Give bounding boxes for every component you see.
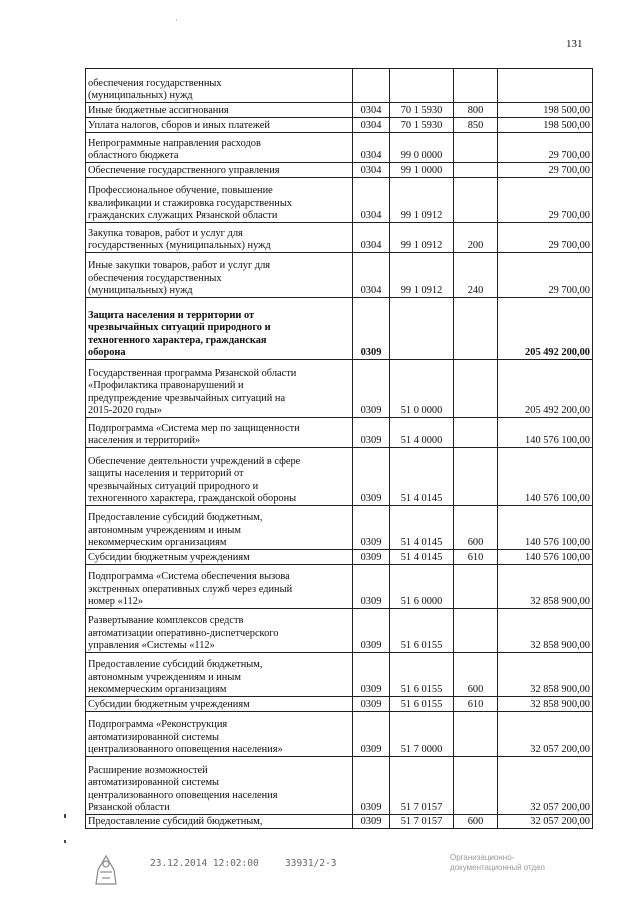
row-expense-type-cell xyxy=(454,418,498,448)
table-row xyxy=(86,506,593,550)
row-section-cell: 0309 xyxy=(353,448,390,506)
row-section-cell: 0304 xyxy=(353,103,390,118)
row-target-article-cell: 51 6 0155 xyxy=(390,609,454,653)
row-name-cell: Подпрограмма «Система обеспечения вызова экстренных оперативных служб через единый номер «112» xyxy=(86,565,353,609)
row-target-article-cell: 99 0 0000 xyxy=(390,133,454,163)
row-amount-cell: 32 858 900,00 xyxy=(498,653,593,697)
row-target-article-cell: 51 4 0000 xyxy=(390,418,454,448)
row-name-cell: Расширение возможностей автоматизированной системы централизованного оповещения населения Рязанской области xyxy=(86,757,353,815)
row-expense-type-cell xyxy=(454,448,498,506)
table-row xyxy=(86,298,593,360)
row-target-article-cell: 99 1 0912 xyxy=(390,253,454,298)
table-row xyxy=(86,448,593,506)
row-section-cell xyxy=(353,69,390,103)
row-section-cell: 0309 xyxy=(353,418,390,448)
table-row xyxy=(86,69,593,103)
row-expense-type-cell xyxy=(454,298,498,360)
row-target-article-cell: 51 4 0145 xyxy=(390,506,454,550)
budget-table-body xyxy=(86,69,593,829)
row-name-cell: Подпрограмма «Реконструкция автоматизированной системы централизованного оповещения населения» xyxy=(86,712,353,757)
table-row xyxy=(86,712,593,757)
row-amount-cell: 29 700,00 xyxy=(498,223,593,253)
row-expense-type-cell xyxy=(454,757,498,815)
row-amount-cell: 205 492 200,00 xyxy=(498,360,593,418)
coat-of-arms-stamp xyxy=(88,850,124,890)
row-expense-type-cell xyxy=(454,163,498,178)
table-row xyxy=(86,103,593,118)
row-amount-cell: 32 057 200,00 xyxy=(498,712,593,757)
row-name-cell: Развертывание комплексов средств автоматизации оперативно-диспетчерского управления «Системы «112» xyxy=(86,609,353,653)
row-section-cell: 0309 xyxy=(353,609,390,653)
row-amount-cell: 198 500,00 xyxy=(498,103,593,118)
row-expense-type-cell: 800 xyxy=(454,103,498,118)
row-section-cell: 0309 xyxy=(353,697,390,712)
row-section-cell: 0309 xyxy=(353,298,390,360)
row-amount-cell: 32 858 900,00 xyxy=(498,697,593,712)
row-expense-type-cell: 200 xyxy=(454,223,498,253)
row-name-cell: Обеспечение деятельности учреждений в сфере защиты населения и территорий от чрезвычайных ситуаций природного и техногенного характера, гражданской обороны xyxy=(86,448,353,506)
table-row xyxy=(86,609,593,653)
row-expense-type-cell xyxy=(454,178,498,223)
row-section-cell: 0304 xyxy=(353,133,390,163)
table-row xyxy=(86,133,593,163)
row-expense-type-cell xyxy=(454,360,498,418)
row-name-cell: Уплата налогов, сборов и иных платежей xyxy=(86,118,353,133)
row-name-cell: Иные бюджетные ассигнования xyxy=(86,103,353,118)
row-section-cell: 0309 xyxy=(353,565,390,609)
row-amount-cell xyxy=(498,69,593,103)
table-row xyxy=(86,178,593,223)
row-name-cell: Государственная программа Рязанской области «Профилактика правонарушений и предупреждение чрезвычайных ситуаций на 2015-2020 годы» xyxy=(86,360,353,418)
row-expense-type-cell: 600 xyxy=(454,653,498,697)
margin-marks xyxy=(62,810,68,850)
row-target-article-cell: 51 7 0157 xyxy=(390,757,454,815)
row-name-cell: Иные закупки товаров, работ и услуг для обеспечения государственных (муниципальных) нужд xyxy=(86,253,353,298)
footer-timestamp: 23.12.2014 12:02:00 xyxy=(150,858,259,869)
table-row xyxy=(86,163,593,178)
row-amount-cell: 32 858 900,00 xyxy=(498,565,593,609)
row-amount-cell: 29 700,00 xyxy=(498,178,593,223)
row-expense-type-cell: 850 xyxy=(454,118,498,133)
row-section-cell: 0304 xyxy=(353,118,390,133)
row-amount-cell: 198 500,00 xyxy=(498,118,593,133)
footer-stamp-note: Организационно- документационный отдел xyxy=(450,853,545,872)
row-expense-type-cell: 600 xyxy=(454,815,498,829)
footer-document-code: 33931/2-3 xyxy=(285,858,337,869)
row-section-cell: 0309 xyxy=(353,506,390,550)
table-row xyxy=(86,360,593,418)
row-section-cell: 0309 xyxy=(353,712,390,757)
row-target-article-cell: 51 4 0145 xyxy=(390,448,454,506)
row-name-cell: Обеспечение государственного управления xyxy=(86,163,353,178)
table-row xyxy=(86,697,593,712)
row-target-article-cell: 51 6 0155 xyxy=(390,653,454,697)
row-amount-cell: 32 057 200,00 xyxy=(498,815,593,829)
row-target-article-cell: 51 7 0000 xyxy=(390,712,454,757)
row-section-cell: 0304 xyxy=(353,253,390,298)
table-row xyxy=(86,418,593,448)
budget-table xyxy=(85,68,593,829)
table-row xyxy=(86,223,593,253)
row-name-cell: Непрограммные направления расходов областного бюджета xyxy=(86,133,353,163)
table-row xyxy=(86,118,593,133)
row-amount-cell: 29 700,00 xyxy=(498,133,593,163)
row-section-cell: 0309 xyxy=(353,653,390,697)
row-section-cell: 0304 xyxy=(353,163,390,178)
row-amount-cell: 140 576 100,00 xyxy=(498,550,593,565)
row-section-cell: 0304 xyxy=(353,223,390,253)
page-number: 131 xyxy=(566,38,583,50)
row-name-cell: Субсидии бюджетным учреждениям xyxy=(86,697,353,712)
table-row xyxy=(86,653,593,697)
row-expense-type-cell: 610 xyxy=(454,550,498,565)
row-target-article-cell: 99 1 0912 xyxy=(390,178,454,223)
row-target-article-cell xyxy=(390,69,454,103)
row-expense-type-cell xyxy=(454,565,498,609)
row-amount-cell: 205 492 200,00 xyxy=(498,298,593,360)
row-target-article-cell: 51 4 0145 xyxy=(390,550,454,565)
row-section-cell: 0309 xyxy=(353,360,390,418)
table-row xyxy=(86,757,593,815)
row-amount-cell: 32 057 200,00 xyxy=(498,757,593,815)
row-name-cell: Подпрограмма «Система мер по защищенности населения и территорий» xyxy=(86,418,353,448)
row-target-article-cell: 51 0 0000 xyxy=(390,360,454,418)
row-amount-cell: 140 576 100,00 xyxy=(498,506,593,550)
row-section-cell: 0309 xyxy=(353,757,390,815)
row-expense-type-cell xyxy=(454,609,498,653)
row-name-cell: Предоставление субсидий бюджетным, автономным учреждениям и иным некоммерческим организациям xyxy=(86,506,353,550)
row-name-cell: Субсидии бюджетным учреждениям xyxy=(86,550,353,565)
row-name-cell: Предоставление субсидий бюджетным, автономным учреждениям и иным некоммерческим организациям xyxy=(86,653,353,697)
row-target-article-cell: 51 6 0155 xyxy=(390,697,454,712)
row-amount-cell: 29 700,00 xyxy=(498,163,593,178)
row-amount-cell: 140 576 100,00 xyxy=(498,448,593,506)
row-section-cell: 0309 xyxy=(353,550,390,565)
row-target-article-cell: 70 1 5930 xyxy=(390,118,454,133)
row-name-cell: Профессиональное обучение, повышение квалификации и стажировка государственных гражданских служащих Рязанской области xyxy=(86,178,353,223)
row-target-article-cell: 99 1 0912 xyxy=(390,223,454,253)
row-target-article-cell: 51 7 0157 xyxy=(390,815,454,829)
table-row xyxy=(86,253,593,298)
row-target-article-cell: 51 6 0000 xyxy=(390,565,454,609)
row-target-article-cell xyxy=(390,298,454,360)
table-row xyxy=(86,815,593,829)
row-name-cell: Закупка товаров, работ и услуг для государственных (муниципальных) нужд xyxy=(86,223,353,253)
table-row xyxy=(86,565,593,609)
row-target-article-cell: 70 1 5930 xyxy=(390,103,454,118)
row-name-cell: Предоставление субсидий бюджетным, xyxy=(86,815,353,829)
row-target-article-cell: 99 1 0000 xyxy=(390,163,454,178)
row-section-cell: 0309 xyxy=(353,815,390,829)
row-name-cell: обеспечения государственных (муниципальных) нужд xyxy=(86,69,353,103)
scan-mark: ˈ xyxy=(175,18,179,29)
row-amount-cell: 140 576 100,00 xyxy=(498,418,593,448)
row-amount-cell: 32 858 900,00 xyxy=(498,609,593,653)
row-expense-type-cell: 600 xyxy=(454,506,498,550)
row-expense-type-cell: 610 xyxy=(454,697,498,712)
row-section-cell: 0304 xyxy=(353,178,390,223)
row-name-cell: Защита населения и территории от чрезвычайных ситуаций природного и техногенного характера, гражданская оборона xyxy=(86,298,353,360)
row-expense-type-cell: 240 xyxy=(454,253,498,298)
row-expense-type-cell xyxy=(454,69,498,103)
table-row xyxy=(86,550,593,565)
row-expense-type-cell xyxy=(454,133,498,163)
row-expense-type-cell xyxy=(454,712,498,757)
row-amount-cell: 29 700,00 xyxy=(498,253,593,298)
